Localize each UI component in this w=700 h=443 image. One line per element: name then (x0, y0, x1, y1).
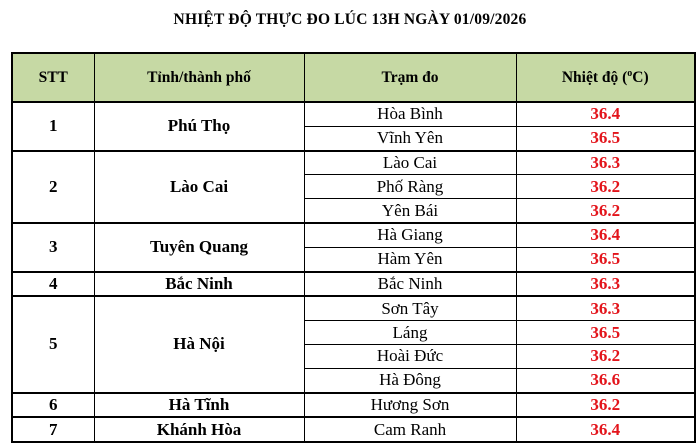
province-cell: Hà Tĩnh (94, 393, 304, 418)
station-cell: Hàm Yên (304, 247, 516, 271)
degree-sup: o (627, 67, 633, 79)
header-station: Trạm đo (304, 53, 516, 102)
stt-cell: 2 (12, 151, 94, 223)
temperature-cell: 36.4 (516, 223, 695, 247)
temperature-cell: 36.2 (516, 199, 695, 223)
header-temperature (516, 53, 695, 102)
table-row (12, 102, 695, 126)
station-cell: Vĩnh Yên (304, 126, 516, 150)
province-cell: Hà Nội (94, 296, 304, 392)
header-temperature-suffix: C) (632, 69, 649, 87)
station-cell: Láng (304, 321, 516, 345)
table-row (12, 151, 695, 175)
province-cell: Khánh Hòa (94, 417, 304, 442)
table-header-row (12, 53, 695, 102)
station-cell: Hoài Đức (304, 344, 516, 368)
province-cell: Tuyên Quang (94, 223, 304, 272)
table-row (12, 272, 695, 297)
header-province: Tỉnh/thành phố (94, 53, 304, 102)
table-row (12, 296, 695, 320)
station-cell: Lào Cai (304, 151, 516, 175)
temperature-table (11, 52, 696, 443)
header-temperature-prefix: Nhiệt độ ( (561, 69, 628, 87)
province-cell: Lào Cai (94, 151, 304, 223)
table-row (12, 393, 695, 418)
station-cell: Sơn Tây (304, 296, 516, 320)
stt-cell: 5 (12, 296, 94, 392)
header-stt: STT (12, 53, 94, 102)
temperature-cell: 36.2 (516, 393, 695, 418)
table-row (12, 223, 695, 247)
temperature-cell: 36.3 (516, 151, 695, 175)
stt-cell: 3 (12, 223, 94, 272)
stt-cell: 7 (12, 417, 94, 442)
table-body (12, 102, 695, 442)
temperature-cell: 36.5 (516, 321, 695, 345)
province-cell: Bắc Ninh (94, 272, 304, 297)
temperature-cell: 36.5 (516, 247, 695, 271)
temperature-cell: 36.6 (516, 368, 695, 392)
station-cell: Hà Đông (304, 368, 516, 392)
temperature-cell: 36.5 (516, 126, 695, 150)
station-cell: Bắc Ninh (304, 272, 516, 297)
station-cell: Hòa Bình (304, 102, 516, 126)
temperature-cell: 36.4 (516, 417, 695, 442)
station-cell: Yên Bái (304, 199, 516, 223)
stt-cell: 6 (12, 393, 94, 418)
station-cell: Phố Ràng (304, 175, 516, 199)
temperature-cell: 36.3 (516, 296, 695, 320)
stt-cell: 1 (12, 102, 94, 151)
temperature-cell: 36.3 (516, 272, 695, 297)
province-cell: Phú Thọ (94, 102, 304, 151)
station-cell: Hương Sơn (304, 393, 516, 418)
station-cell: Cam Ranh (304, 417, 516, 442)
table-row (12, 417, 695, 442)
station-cell: Hà Giang (304, 223, 516, 247)
temperature-cell: 36.2 (516, 344, 695, 368)
temperature-cell: 36.2 (516, 175, 695, 199)
stt-cell: 4 (12, 272, 94, 297)
temperature-cell: 36.4 (516, 102, 695, 126)
page-title: NHIỆT ĐỘ THỰC ĐO LÚC 13H NGÀY 01/09/2026 (173, 11, 527, 28)
